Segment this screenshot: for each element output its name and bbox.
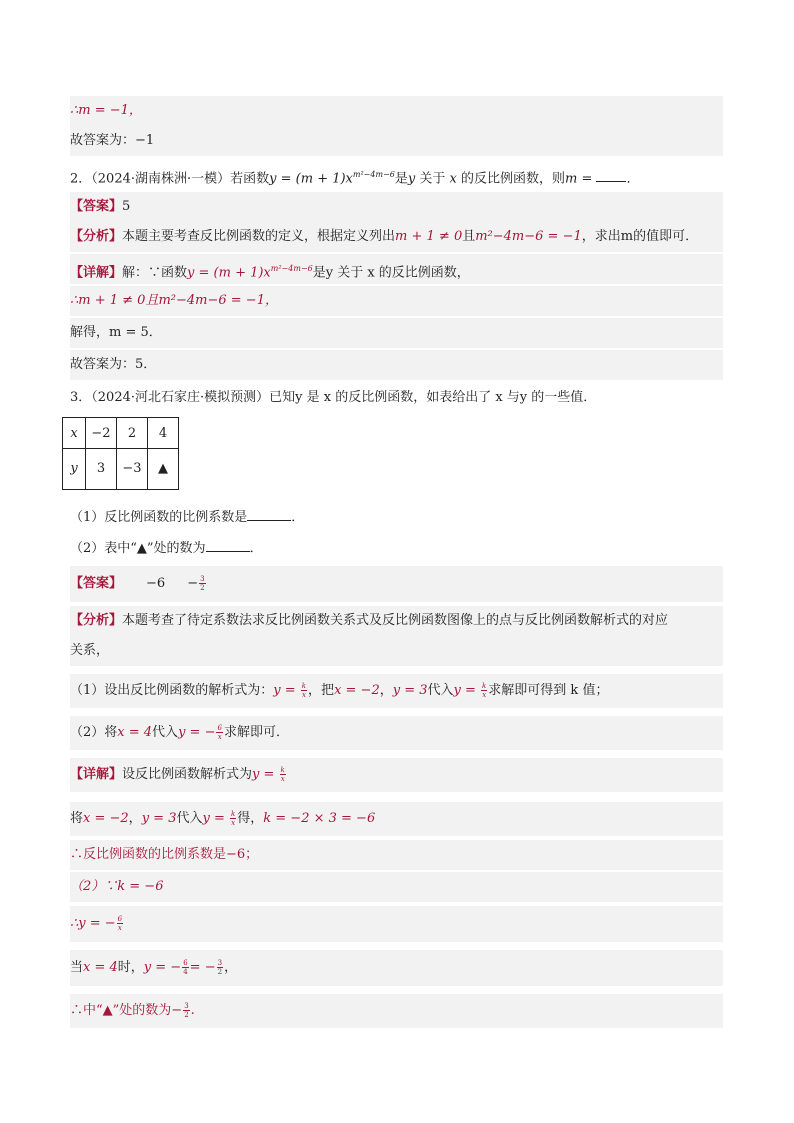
q2-analysis-and: 且 — [462, 229, 476, 244]
q3-a1-text: （1）设出反比例函数的解析式为： — [70, 683, 274, 698]
q3-detail-line — [70, 758, 723, 792]
q3-a2-text: （2）将 — [70, 725, 118, 740]
q2-stem-m: m = — [564, 171, 597, 187]
q2-step2-text: 解得，m = 5． — [70, 325, 162, 340]
q3-a2-end: 求解即可． — [223, 725, 289, 740]
q3-sub2-end: ． — [249, 541, 263, 556]
table-cell: 4 — [148, 418, 179, 449]
q3-a2-xv: x = 4 — [117, 725, 153, 740]
q3-a1-y: y = — [273, 683, 300, 698]
q3-detail-step3 — [70, 872, 723, 902]
table-row-x — [63, 418, 179, 449]
q2-step3-text: 故答案为：5． — [70, 357, 157, 372]
q3-a1-fraction: $\frac{k}{x}$ — [301, 682, 307, 699]
q3-detail-tag: 【详解】 — [70, 767, 123, 782]
q2-detail-end: 是y 关于 x 的反比例函数， — [312, 265, 470, 281]
q3-analysis-tag: 【分析】 — [70, 613, 123, 628]
prev-line-1 — [70, 96, 723, 126]
q2-stem-end: ． — [626, 171, 640, 187]
q3-analysis-line-1 — [70, 606, 723, 636]
q3-d5-b: 时， — [117, 960, 144, 975]
prev-result: ∴m = −1， — [70, 103, 142, 118]
q3-d1-xv: x = −2 — [83, 811, 129, 826]
q3-a1-y2: y = — [453, 683, 481, 698]
q2-answer-value: 5 — [122, 199, 131, 214]
q3-d1-a: 将 — [70, 811, 84, 826]
q3-d1-k: k = −2 × 3 = −6 — [263, 811, 376, 826]
q3-d5-end: ， — [224, 960, 238, 975]
q3-sub2-text: （2）表中“▲”处的数为 — [70, 541, 206, 556]
table-cell: 3 — [86, 449, 117, 490]
q3-d6-fraction: $\frac{3}{2}$ — [184, 1002, 189, 1019]
q2-detail-exponent: m²−4m−6 — [270, 264, 313, 273]
q3-d1-fraction: $\frac{k}{x}$ — [231, 810, 236, 827]
q3-a1-fraction2: $\frac{k}{x}$ — [482, 682, 487, 699]
table-cell: x — [63, 418, 86, 449]
q3-a1-comma: ， — [379, 683, 393, 698]
q3-d1-yv: y = 3 — [141, 811, 177, 826]
q2-exponent: m²−4m−6 — [352, 170, 395, 179]
q3-answer-value2-sign: − — [187, 576, 199, 591]
q3-a1-xv: x = −2 — [334, 683, 380, 698]
q2-stem-y: y — [407, 171, 416, 187]
q3-answer-fraction: $\frac{3}{2}$ — [200, 575, 205, 592]
q3-sub1 — [70, 503, 723, 533]
q3-detail-y: y = — [252, 767, 279, 782]
q3-answer-line — [70, 566, 723, 602]
q3-source: （2024·河北石家庄·模拟预测） — [91, 390, 270, 405]
q3-d6-end: . — [190, 1003, 195, 1018]
q3-d1-comma: ， — [128, 811, 142, 826]
q2-analysis-text: 本题主要考查反比例函数的定义，根据定义列出 — [122, 229, 396, 244]
q2-step-1 — [70, 286, 723, 316]
q3-detail-text: 设反比例函数解析式为 — [122, 767, 253, 782]
q2-detail-text: 解：∵函数 — [122, 265, 188, 281]
q2-blank — [596, 169, 626, 182]
q3-sub1-text: （1）反比例函数的比例系数是 — [70, 510, 248, 525]
table-cell: −2 — [86, 418, 117, 449]
q3-a1-yv: y = 3 — [392, 683, 428, 698]
q3-detail-step1 — [70, 802, 723, 836]
q2-function: y = (m + 1)x — [269, 171, 353, 187]
q2-detail-line — [70, 254, 723, 284]
q3-detail-step2 — [70, 840, 723, 870]
q3-analysis-text1: 本题考查了待定系数法求反比例函数关系式及反比例函数图像上的点与反比例函数解析式的对应 — [122, 613, 669, 628]
q2-answer-line — [70, 192, 723, 222]
q2-step1-text: ∴m + 1 ≠ 0且m²−4m−6 = −1， — [70, 293, 278, 308]
q3-detail-step5 — [70, 950, 723, 986]
q3-d5-a: 当 — [70, 960, 84, 975]
q3-detail-step6 — [70, 994, 723, 1028]
q3-answer-tag: 【答案】 — [70, 576, 123, 591]
q3-d1-y: y = — [202, 811, 229, 826]
q2-step-2 — [70, 318, 723, 348]
q3-d5-c: y = − — [143, 960, 182, 975]
q3-a1-end: 求解即可得到 k 值； — [488, 683, 609, 698]
q2-stem-c: 关于 — [415, 171, 450, 187]
q3-sub1-blank — [247, 508, 291, 521]
prev-line-2 — [70, 126, 723, 156]
table-cell: ▲ — [148, 449, 179, 490]
q3-a2-y: y = − — [178, 725, 216, 740]
q3-d5-d: = − — [189, 960, 216, 975]
q2-step-3 — [70, 350, 723, 380]
table-cell: y — [63, 449, 86, 490]
q2-number: 2． — [70, 171, 92, 187]
q2-stem-x: x — [449, 171, 457, 187]
q3-sub2 — [70, 534, 723, 564]
q2-detail-func: y = (m + 1)x — [187, 265, 271, 281]
q3-a2-into: 代入 — [152, 725, 179, 740]
q2-answer-tag: 【答案】 — [70, 199, 123, 214]
q3-sub2-blank — [206, 539, 250, 552]
q2-stem-b: 是 — [394, 171, 408, 187]
table-cell: −3 — [117, 449, 148, 490]
q2-analysis-tag: 【分析】 — [70, 229, 123, 244]
q3-d5-xv: x = 4 — [83, 960, 118, 975]
q2-analysis-line — [70, 222, 723, 252]
q3-d6-a: ∴中“▲”处的数为− — [70, 1003, 183, 1018]
table-cell: 2 — [117, 418, 148, 449]
q3-answer-value1: −6 — [146, 576, 166, 591]
q3-analysis-step2 — [70, 716, 723, 750]
q3-d1-into: 代入 — [176, 811, 203, 826]
q3-d5-fraction2: $\frac{3}{2}$ — [217, 959, 223, 976]
q3-analysis-text2: 关系， — [70, 643, 110, 658]
q3-detail-step4 — [70, 906, 723, 942]
table-row-y — [63, 449, 179, 490]
prev-answer: 故答案为：−1 — [70, 133, 155, 148]
q3-d4-a: ∴y = − — [70, 916, 116, 931]
q3-d2-text: ∴反比例函数的比例系数是−6； — [70, 847, 259, 862]
q2-stem — [70, 160, 723, 190]
q3-a2-fraction: $\frac{6}{x}$ — [217, 724, 222, 741]
q3-detail-fraction: $\frac{k}{x}$ — [280, 766, 285, 783]
q3-stem — [70, 383, 723, 413]
q3-stem-text: 已知y 是 x 的反比例函数，如表给出了 x 与y 的一些值． — [269, 390, 597, 405]
q2-analysis-end: ，求出m的值即可． — [581, 229, 699, 244]
q3-analysis-line-2 — [70, 636, 723, 666]
q3-a1-mid: ，把 — [308, 683, 335, 698]
q2-stem-d: 的反比例函数，则 — [456, 171, 565, 187]
q2-analysis-cond2: m²−4m−6 = −1 — [475, 229, 582, 244]
q2-stem-a: 若函数 — [230, 171, 270, 187]
q3-analysis-step1 — [70, 674, 723, 708]
q2-analysis-cond1: m + 1 ≠ 0 — [395, 229, 463, 244]
q3-sub1-end: ． — [291, 510, 305, 525]
q3-d5-fraction1: $\frac{6}{4}$ — [183, 959, 188, 976]
q3-number: 3． — [70, 390, 92, 405]
q3-d4-fraction: $\frac{6}{x}$ — [117, 915, 123, 932]
q2-detail-tag: 【详解】 — [70, 265, 123, 281]
q2-source: （2024·湖南株洲·一模） — [91, 171, 231, 187]
q3-a1-into: 代入 — [427, 683, 454, 698]
value-table — [62, 417, 179, 490]
q3-d1-get: 得， — [237, 811, 264, 826]
q3-d3-text: （2）∵k = −6 — [70, 879, 164, 894]
